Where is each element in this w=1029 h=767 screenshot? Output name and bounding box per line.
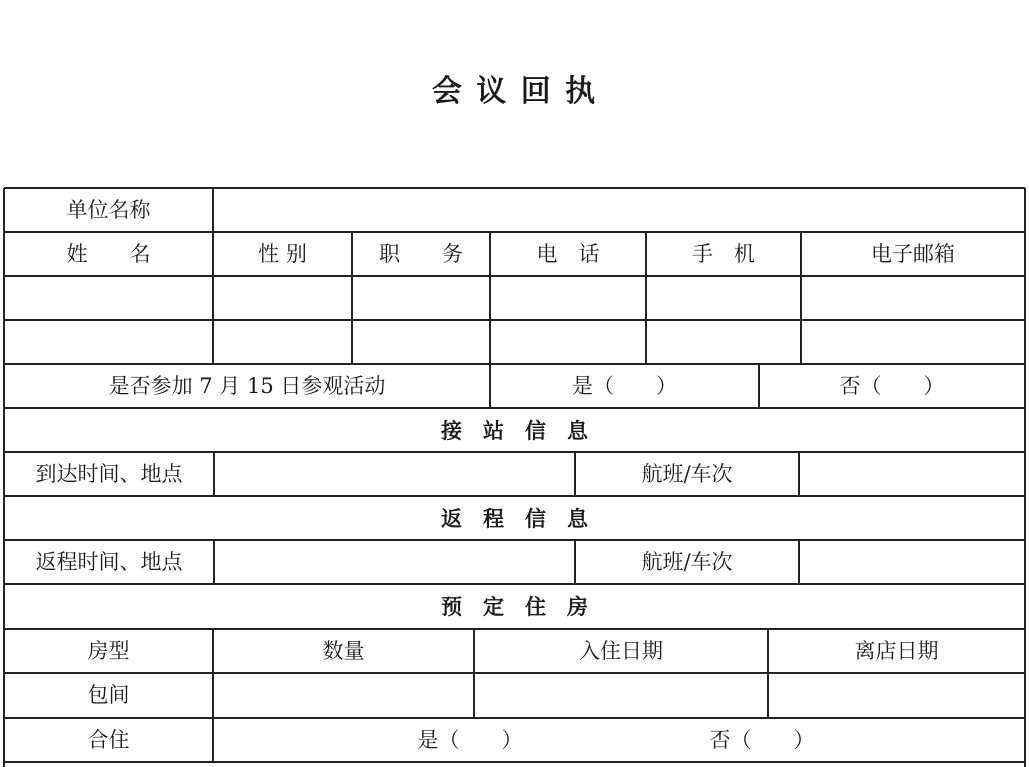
form-title: 会 议 回 执 bbox=[431, 74, 598, 109]
shared-room-no-option[interactable]: 否（ ） bbox=[709, 727, 815, 752]
attendee-name-field[interactable] bbox=[4, 320, 213, 364]
shared-room-yes-option[interactable]: 是（ ） bbox=[417, 727, 523, 752]
attendee-name-field[interactable] bbox=[4, 276, 213, 320]
attendee-email-field[interactable] bbox=[801, 276, 1025, 320]
room-quantity-header: 数量 bbox=[322, 638, 365, 663]
visit-yes-option[interactable]: 是（ ） bbox=[572, 373, 677, 398]
shared-room-label: 合住 bbox=[87, 727, 130, 752]
attendee-phone-field[interactable] bbox=[490, 320, 646, 364]
arrival-flight-label: 航班/车次 bbox=[641, 461, 733, 486]
visit-activity-question: 是否参加 7 月 15 日参观活动 bbox=[108, 373, 386, 398]
return-time-place-label: 返程时间、地点 bbox=[35, 549, 183, 574]
attendee-mobile-field[interactable] bbox=[646, 276, 801, 320]
arrival-flight-field[interactable] bbox=[799, 452, 1025, 496]
visit-no-option[interactable]: 否（ ） bbox=[839, 373, 945, 398]
lodging-section-header: 预 定 住 房 bbox=[441, 594, 588, 619]
attendee-gender-field[interactable] bbox=[213, 276, 352, 320]
column-header-email: 电子邮箱 bbox=[871, 241, 955, 266]
column-header-gender: 性 别 bbox=[258, 241, 307, 266]
attendee-mobile-field[interactable] bbox=[646, 320, 801, 364]
private-room-label: 包间 bbox=[87, 683, 130, 707]
checkin-date-header: 入住日期 bbox=[579, 638, 663, 663]
pickup-section-header: 接 站 信 息 bbox=[441, 417, 588, 443]
return-flight-label: 航班/车次 bbox=[641, 549, 733, 574]
return-time-place-field[interactable] bbox=[214, 540, 575, 584]
unit-name-field[interactable] bbox=[213, 188, 1025, 232]
arrival-time-place-field[interactable] bbox=[214, 452, 575, 496]
attendee-gender-field[interactable] bbox=[213, 320, 352, 364]
checkout-date-header: 离店日期 bbox=[854, 638, 939, 663]
private-room-checkin-field[interactable] bbox=[474, 673, 768, 718]
column-header-name: 姓 名 bbox=[66, 241, 151, 266]
return-flight-field[interactable] bbox=[799, 540, 1025, 584]
column-header-mobile: 手 机 bbox=[692, 241, 755, 266]
attendee-position-field[interactable] bbox=[352, 320, 490, 364]
return-section-header: 返 程 信 息 bbox=[441, 505, 588, 531]
attendee-phone-field[interactable] bbox=[490, 276, 646, 320]
unit-name-label: 单位名称 bbox=[66, 197, 151, 222]
attendee-email-field[interactable] bbox=[801, 320, 1025, 364]
arrival-time-place-label: 到达时间、地点 bbox=[35, 461, 183, 486]
private-room-quantity-field[interactable] bbox=[213, 673, 474, 718]
private-room-checkout-field[interactable] bbox=[768, 673, 1025, 718]
column-header-position: 职 务 bbox=[379, 241, 463, 266]
column-header-phone: 电 话 bbox=[536, 241, 600, 266]
attendee-position-field[interactable] bbox=[352, 276, 490, 320]
room-type-header: 房型 bbox=[87, 638, 130, 663]
